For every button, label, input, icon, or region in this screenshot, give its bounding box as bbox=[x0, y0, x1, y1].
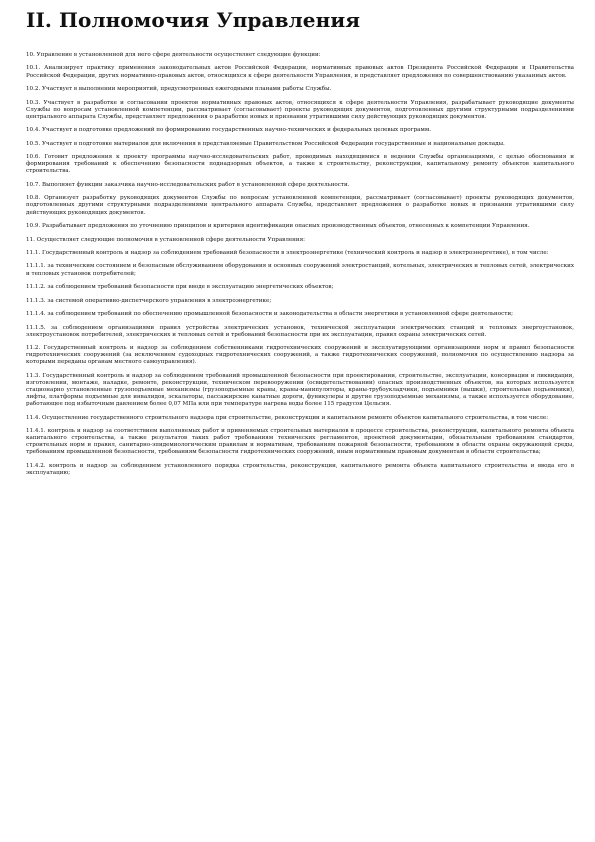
paragraph-11-1-2: 11.1.2. за соблюдением требований безопасности при вводе в эксплуатацию энергетических объектов; bbox=[26, 284, 334, 291]
document-body bbox=[26, 52, 574, 483]
paragraph-10-5: 10.5. Участвует в подготовке материалов для включения в представляемые Правительством Российской Федерации государственные и национальные доклады. bbox=[26, 140, 505, 147]
paragraph-10-2: 10.2. Участвует в выполнении мероприятий, предусмотренных ежегодными планами работы Службы. bbox=[26, 86, 332, 93]
paragraph-10-4: 10.4. Участвует в подготовке предложений по формированию государственных научно-технических и федеральных целевых программ. bbox=[26, 127, 431, 134]
paragraph-11-1-3: 11.1.3. за системой оперативно-диспетчерского управления в электроэнергетике; bbox=[26, 297, 272, 304]
paragraph-11-4: 11.4. Осуществление государственного строительного надзора при строительстве, реконструкции и капитальном ремонте объектов капитального строительства, в том числе: bbox=[26, 414, 549, 421]
paragraph-11-1-4: 11.1.4. за соблюдением требований по обеспечению промышленной безопасности и законодательства в области энергетики в установленной сфере деятельности; bbox=[26, 311, 513, 318]
paragraph-11-4-2: 11.4.2. контроль и надзор за соблюдением установленного порядка строительства, реконструкции, капитального ремонта объекта капитального строительства и ввода его в эксплуатацию; bbox=[26, 462, 574, 476]
paragraph-11-2: 11.2. Государственный контроль и надзор за соблюдением собственниками гидротехнических сооружений и эксплуатирующими организациями норм и правил безопасности гидротехнических сооружений (за исключением судоходных гидротехнических сооружений, а также гидротехнических сооружений, полномочия по осуществлению надзора за которыми переданы органам местного самоуправления). bbox=[26, 345, 574, 366]
paragraph-10-1: 10.1. Анализирует практику применения законодательных актов Российской Федерации, нормативных правовых актов Президента Российской Федерации и Правительства Российской Федерации, других нормативно-правовых актов, относящихся к сфере деятельности Управления, и представляет предложения по совершенствованию указанных актов. bbox=[26, 65, 574, 79]
paragraph-10-7: 10.7. Выполняет функции заказчика научно-исследовательских работ в установленной сфере деятельности. bbox=[26, 181, 350, 188]
paragraph-10-8: 10.8. Организует разработку руководящих документов Службы по вопросам установленной компетенции, рассматривает (согласовывает) проекты руководящих документов, подготовленных другими структурными подразделениями центрального аппарата Службы, представляет предложения о разработке новых и признании утратившими силу действующих руководящих документов. bbox=[26, 195, 574, 216]
paragraph-10: 10. Управление в установленной для него сфере деятельности осуществляет следующие функции: bbox=[26, 52, 321, 58]
paragraph-11-1-5: 11.1.5. за соблюдением организациями правил устройства электрических установок, технической эксплуатации электрических станций и тепловых энергоустановок, электроустановок потребителей, электрических и тепловых сетей и требований безопасности при их эксплуатации, правил охраны электрических сетей. bbox=[26, 324, 574, 338]
paragraph-11-4-1: 11.4.1. контроль и надзор за соответствием выполняемых работ и применяемых строительных материалов в процессе строительства, реконструкции, капитального ремонта объекта капитального строительства, а также результатов таких работ требованиям технических регламентов, проектной документации, обязательным требованиям стандартов, строительных норм и правил, санитарно-эпидемиологическим правилам и нормативам, требованиям пожарной безопасности, требованиям в области охраны окружающей среды, требованиям промышленной безопасности, требованиям безопасности гидротехнических сооружений, иным нормативным правовым документам в области строительства; bbox=[26, 428, 574, 456]
page-title: II. Полномочия Управления bbox=[26, 8, 361, 32]
paragraph-11: 11. Осуществляет следующие полномочия в установленной сфере деятельности Управления: bbox=[26, 236, 306, 243]
paragraph-10-3: 10.3. Участвует в разработке и согласовании проектов нормативных правовых актов, относящихся к сфере деятельности Управления, разрабатывает руководящие документы Службы по вопросам установленной компетенции, рассматривает (согласовывает) проекты руководящих документов, подготовленных другими структурными подразделениями центрального аппарата Службы, представляет предложения о разработке новых и признании утратившими силу действующих руководящих документов. bbox=[26, 99, 574, 120]
paragraph-10-9: 10.9. Разрабатывает предложения по уточнению принципов и критериев идентификации опасных производственных объектов, отнесенных к компетенции Управления. bbox=[26, 223, 530, 230]
paragraph-11-3: 11.3. Государственный контроль и надзор за соблюдением требований промышленной безопасности при проектировании, строительстве, эксплуатации, консервации и ликвидации, изготовлении, монтаже, наладке, ремонте, реконструкции, техническом перевооружении (освидетельствовании) опасных производственных объектов, на которых используется стационарно установленные грузоподъемные механизмы (грузоподъемные краны, краны-манипуляторы, краны-трубоукладчики, подъемники (вышки), строительные подъемники), лифты, платформы подъемные для инвалидов, эскалаторы, пассажирские канатные дороги, фуникулеры и другие грузоподъемные механизмы, а также используется оборудование, работающее под избыточным давлением более 0,07 МПа или при температуре нагрева воды более 115 градусов Цельсия. bbox=[26, 372, 574, 408]
paragraph-10-6: 10.6. Готовит предложения к проекту программы научно-исследовательских работ, проводимых находящимися в ведении Службы организациями, с целью обоснования и формирования требований к обеспечению безопасности поднадзорных объектов, а также к строительству, реконструкции, капитальному ремонту объектов капитального строительства. bbox=[26, 154, 574, 175]
paragraph-11-1: 11.1. Государственный контроль и надзор за соблюдением требований безопасности в электроэнергетике (технический контроль и надзор в электроэнергетике), в том числе: bbox=[26, 249, 549, 256]
paragraph-11-1-1: 11.1.1. за техническим состоянием и безопасным обслуживанием оборудования и основных сооружений электростанций, котельных, электрических и тепловых сетей, электрических и тепловых установок потребителей; bbox=[26, 263, 574, 277]
